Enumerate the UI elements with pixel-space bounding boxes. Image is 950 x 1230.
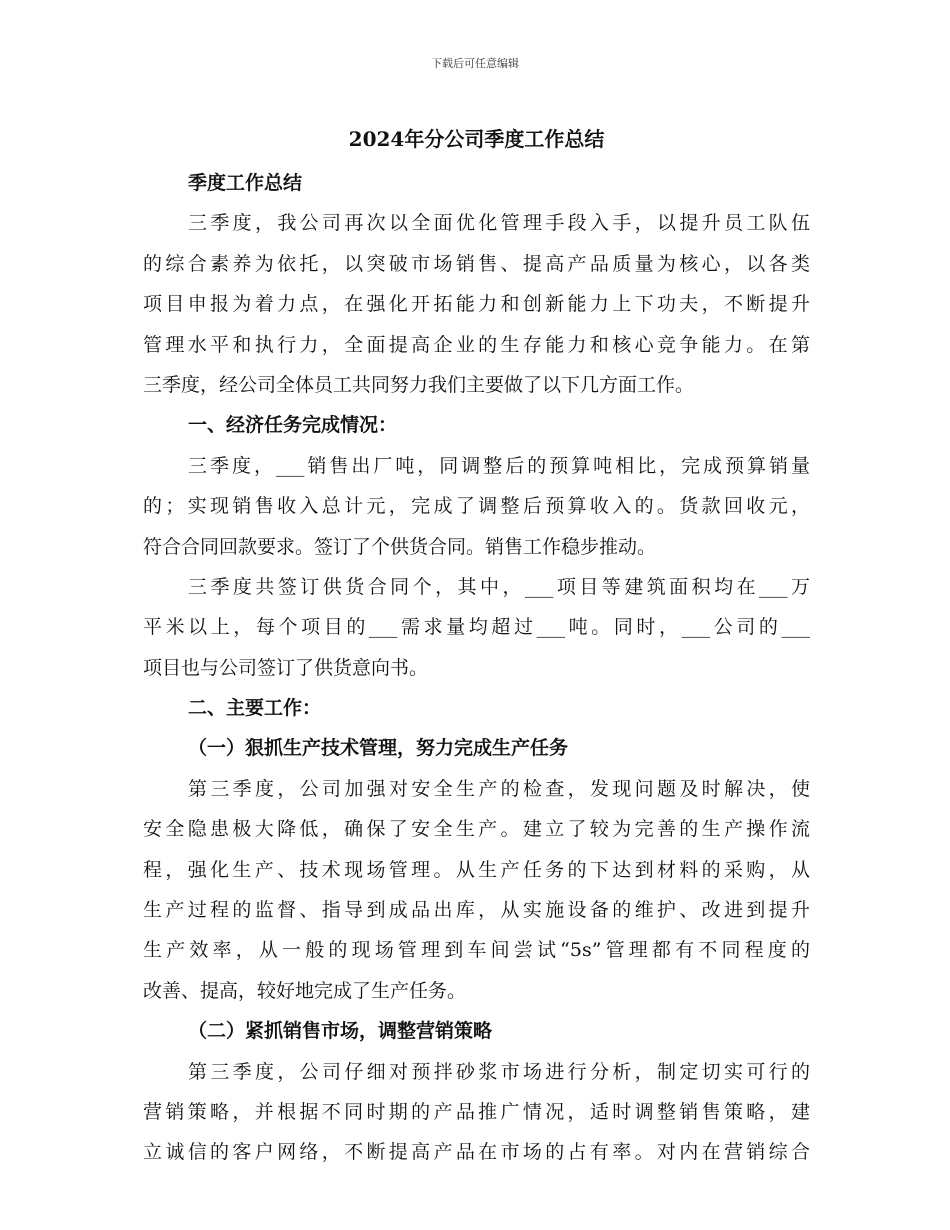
- text-line: 第三季度，公司加强对安全生产的检查，发现问题及时解决，使: [188, 777, 810, 800]
- text-line: 立诚信的客户网络，不断提高产品在市场的占有率。对内在营销综合: [143, 1141, 810, 1164]
- text-line: 三季度，我公司再次以全面优化管理手段入手，以提升员工队伍: [188, 212, 810, 235]
- section-heading: 季度工作总结: [188, 172, 303, 194]
- text-line: 平米以上，每个项目的___需求量均超过___吨。同时，___公司的___: [143, 616, 810, 639]
- text-line: 的；实现销售收入总计元，完成了调整后预算收入的。货款回收元，: [143, 495, 810, 518]
- section-heading: （一）狠抓生产技术管理，努力完成生产任务: [188, 737, 569, 760]
- text-line: 第三季度，公司仔细对预拌砂浆市场进行分析，制定切实可行的: [188, 1060, 810, 1083]
- text-line: 生产过程的监督、指导到成品出库，从实施设备的维护、改进到提升: [143, 899, 810, 922]
- text-line: 的综合素养为依托，以突破市场销售、提高产品质量为核心，以各类: [143, 252, 810, 275]
- text-line: 三季度，___销售出厂吨，同调整后的预算吨相比，完成预算销量: [188, 454, 810, 477]
- document-title: 2024年分公司季度工作总结: [348, 127, 605, 151]
- text-line: 项目申报为着力点，在强化开拓能力和创新能力上下功夫，不断提升: [143, 293, 810, 316]
- text-line: 符合合同回款要求。签订了个供货合同。销售工作稳步推动。: [143, 535, 657, 558]
- section-heading: （二）紧抓销售市场，调整营销策略: [188, 1020, 493, 1043]
- text-line: 生产效率，从一般的现场管理到车间尝试“5s”管理都有不同程度的: [143, 939, 810, 962]
- text-line: 安全隐患极大降低，确保了安全生产。建立了较为完善的生产操作流: [143, 818, 810, 841]
- text-line: 管理水平和执行力，全面提高企业的生存能力和核心竞争能力。在第: [143, 333, 810, 356]
- page-header-note: 下载后可任意编辑: [431, 57, 519, 70]
- text-line: 三季度共签订供货合同个，其中，___项目等建筑面积均在___万: [188, 575, 810, 598]
- text-line: 三季度，经公司全体员工共同努力我们主要做了以下几方面工作。: [143, 373, 695, 396]
- section-heading: 一、经济任务完成情况：: [188, 414, 398, 437]
- text-line: 项目也与公司签订了供货意向书。: [143, 656, 429, 679]
- text-line: 营销策略，并根据不同时期的产品推广情况，适时调整销售策略，建: [143, 1100, 810, 1123]
- section-heading: 二、主要工作：: [188, 697, 322, 720]
- document-body: [143, 118, 810, 1173]
- paragraph-lines: [143, 163, 810, 1173]
- text-line: 程，强化生产、技术现场管理。从生产任务的下达到材料的采购，从: [143, 858, 810, 881]
- text-line: 改善、提高，较好地完成了生产任务。: [143, 979, 467, 1002]
